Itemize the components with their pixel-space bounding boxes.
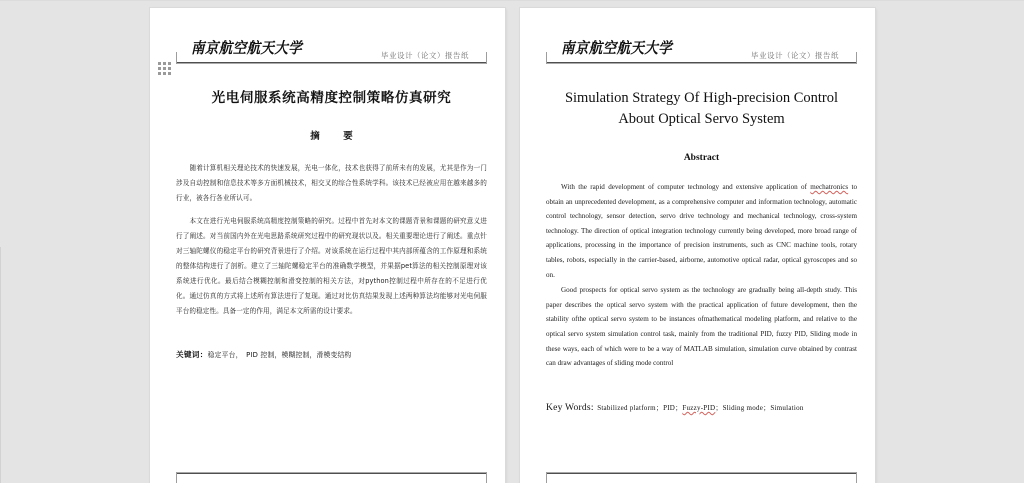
document-page-2[interactable] [520, 8, 875, 483]
abstract-paragraph: 本文在进行光电伺服系统高精度控制策略的研究。过程中首先对本文的课题背景和课题的研究意义进行了阐述。对当前国内外在光电思路系统研究过程中的研究现状以及。相关重要理论进行了阐述。重点针对三轴陀螺仪的稳定平台的研究背景进行了介绍。对该系统在运行过程中其内部所蕴含的工作原理和系统的整体结构进行了剖析。建立了三轴陀螺稳定平台的准确数学模型，并果据pet算法的相关控制原理对该系统进行优化。最后结合模糊控制和滑变控制的相关方法，对python控制过程中所存在的不足进行优化。通过仿真的方式将上述所有算法进行了复现。通过对比仿真结果发现上述两种算法均能够对光电伺服平台的稳定性。具备一定的作用，满足本文所需的设计要求。 [176, 216, 487, 316]
keyword-value-misspelled: Fuzzy-PID [682, 403, 716, 412]
footer-rule [546, 472, 857, 474]
abstract-body-en [546, 180, 857, 371]
misspelled-word: mechatronics [810, 183, 849, 192]
keyword-value: Stabilized platform [597, 403, 656, 412]
footer-tick-left [176, 472, 177, 483]
keywords-label-cn: 关键词 [176, 350, 200, 360]
page-1-running-header [176, 36, 487, 64]
page-title-cn: 光电伺服系统高精度控制策略仿真研究 [211, 90, 452, 106]
keywords-separator-cn: ： [199, 350, 208, 360]
keywords-values-cn: 稳定平台， PID 控制，模糊控制，滑模变结构 [207, 351, 352, 360]
keywords-cn [176, 349, 487, 360]
keywords-en [546, 402, 857, 413]
header-tick-left [546, 52, 547, 64]
page-1-body [176, 76, 487, 360]
viewer-left-rail [0, 247, 1, 483]
abstract-paragraph: 随着计算机相关理论技术的快速发展，光电一体化，技术也获得了前所未有的发展，尤其是作为一门涉及自动控制和信息技术等多方面机械技术，相交叉的综合性系统学科。该技术已经被应用在越来越多的行业，被各行各业所认可。 [176, 164, 487, 203]
header-tick-left [176, 52, 177, 64]
footer-tick-left [546, 472, 547, 483]
keyword-value: Sliding mode [722, 403, 764, 412]
page-2-running-header [546, 36, 857, 64]
keyword-sep: ； [655, 403, 664, 412]
grid-dot [158, 62, 161, 65]
grid-dot [168, 62, 171, 65]
university-name-cn: 南京航空航天大学 [191, 39, 303, 58]
header-rule [546, 62, 857, 64]
paragraph-pre: Good prospects for optical servo system as the technology are gradually being all-depth study. This paper describes the optical servo system with the practical application of future development, then the stability ofthe optical servo system to be instances ofmathematical modeling platform, and relative to the optical servo system simulation control task, mainly from the traditional PID, fuzzy PID, Sliding mode in these ways, each of which were to be a way of MATLAB simulation, simulation curve obtained by contrast can draw advantages of sliding mode control [546, 286, 857, 368]
page-1-running-footer [176, 472, 487, 483]
footer-tick-right [486, 472, 487, 483]
header-rule [176, 62, 487, 64]
university-name-cn: 南京航空航天大学 [561, 39, 673, 58]
page-title-en [546, 88, 857, 130]
header-tick-right [486, 52, 487, 64]
document-page-1[interactable] [150, 8, 505, 483]
viewer-top-edge [0, 0, 1024, 1]
header-tick-right [856, 52, 857, 64]
header-report-label: 毕业设计（论文）报告纸 [381, 51, 469, 60]
footer-rule [176, 472, 487, 474]
abstract-paragraph [546, 180, 857, 282]
paragraph-post: to obtain an unprecedented development, as a comprehensive computer and information technology, automatic control technology, sensor detection, servo drive technology and mechanical technology, cross-system technology. The direction of optical integration technology currently being developed, more broad range of applications, processing in the importance of precision instruments, such as CNC machine tools, rotary tables, robots, especially in the carrier-based, airborne, automotive optical radar, optical gyroscopes and so on. [546, 183, 857, 279]
keyword-value: PID [663, 403, 676, 412]
header-report-label: 毕业设计（论文）报告纸 [751, 51, 839, 60]
abstract-heading-en: Abstract [683, 153, 720, 164]
keyword-value: Simulation [770, 403, 804, 412]
page-2-running-footer [546, 472, 857, 483]
page-2-body [546, 76, 857, 413]
grid-dot [163, 67, 166, 70]
abstract-paragraph [546, 283, 857, 371]
grid-dot [168, 72, 171, 75]
keyword-sep: ； [763, 403, 771, 412]
page-title-en-line-1: Simulation Strategy Of High-precision Control [564, 90, 839, 106]
grid-dot [158, 67, 161, 70]
abstract-body-cn [176, 161, 487, 319]
keyword-sep: ； [715, 403, 723, 412]
grid-dot [158, 72, 161, 75]
page-drag-handle[interactable] [158, 62, 171, 75]
abstract-heading-cn: 摘 要 [310, 131, 360, 143]
grid-dot [168, 67, 171, 70]
grid-dot [163, 62, 166, 65]
keywords-label-en: Key Words [546, 401, 591, 413]
footer-tick-right [856, 472, 857, 483]
keywords-separator-en: : [590, 401, 594, 413]
keyword-sep: ； [675, 403, 683, 412]
paragraph-pre: With the rapid development of computer technology and extensive application of [561, 183, 811, 192]
grid-dot [163, 72, 166, 75]
page-title-en-line-2: About Optical Servo System [618, 111, 785, 128]
